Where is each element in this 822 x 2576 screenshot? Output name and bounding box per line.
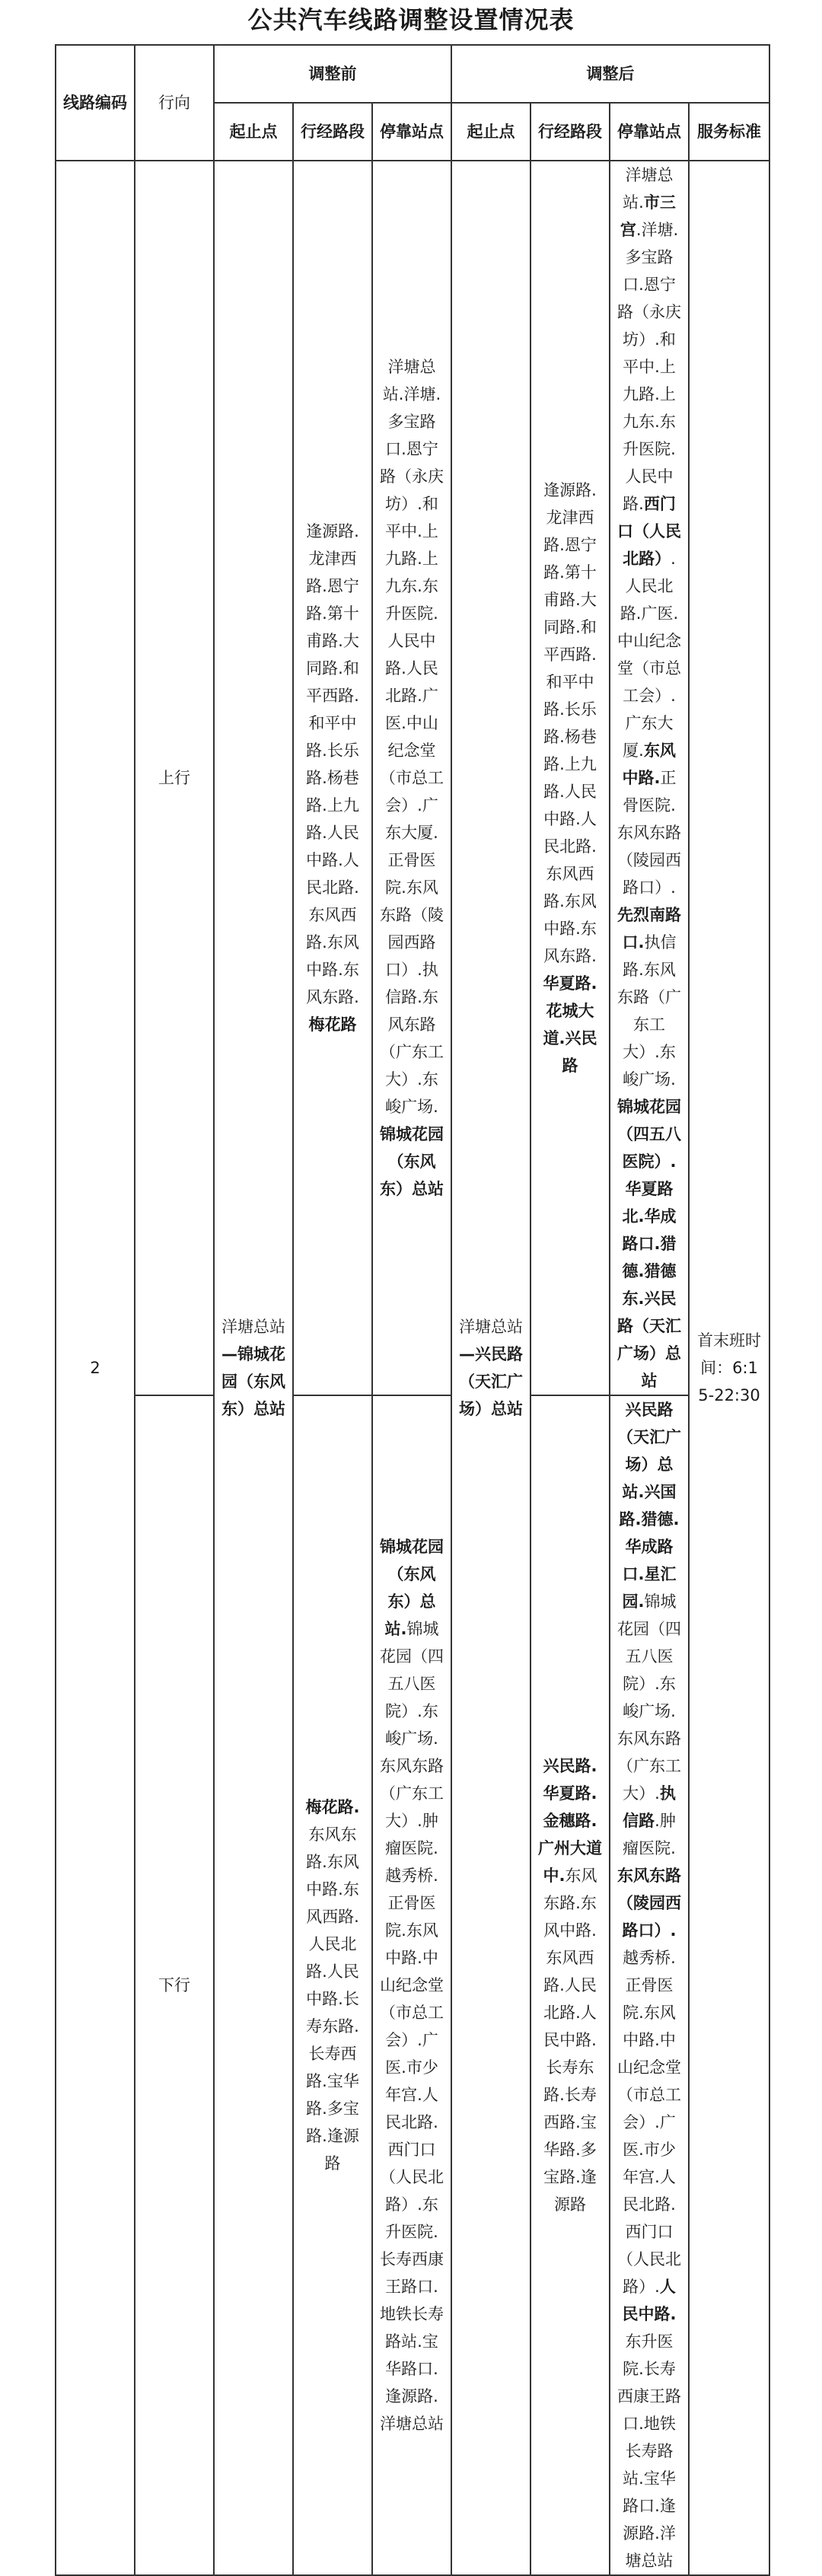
after-route-down [530,1395,610,2575]
service-standard-cell: 首末班时间：6:15-22:30 [689,161,769,2575]
text-run: 先烈南路口. [617,906,681,952]
text-run: 正骨医院.东风东路（陵园西路口）. [617,769,681,897]
text-run: 洋塘总站.洋塘.多宝路口.恩宁路（永庆坊）.和平中.上九路.上九东.东升医院.人民中路.人民北路.广医.中山纪念堂（市总工会）.广东大厦.正骨医院.东风东路（陵园西路口）.执信路.东风东路（广东工大）.东峻广场. [380,358,444,1116]
header-after-stops: 停靠站点 [610,103,689,161]
text-run: 越秀桥.正骨医院.东风中路.中山纪念堂（市总工会）.广医.市少年宫.人民北路.西门口（人民北路）. [617,1949,681,2296]
page-title: 公共汽车线路调整设置情况表 [247,5,575,34]
header-before-stops: 停靠站点 [372,103,451,161]
text-run: 梅花路. [305,1798,360,1816]
text-run: .肿瘤医院. [623,1812,676,1857]
row-up [56,161,769,1395]
text-run: 锦城花园（东风东）总站 [380,1125,444,1198]
before-stops-up [372,161,451,1395]
text-run: 东风中路. [622,741,676,787]
text-run: 兴民路（天汇广场）总站.兴国路.猎德.华成路口.星汇园. [617,1401,681,1611]
text-run: 执信路.东风东路（广东工大）.东峻广场. [617,933,681,1089]
header-after: 调整后 [451,45,769,103]
text-run: 执信路 [623,1784,676,1830]
text-run: 洋塘总站 [459,1318,523,1336]
before-stops-down [372,1395,451,2575]
after-start-end [451,161,530,2575]
text-run: 东风东路.东风中路.东风西路.人民北路.人民中路.长寿东路.长寿西路.宝华路.多宝路.逢源路 [543,1867,597,2214]
direction-up: 上行 [135,161,214,1395]
header-direction: 行向 [135,45,214,161]
header-before-start-end: 起止点 [214,103,293,161]
text-run: —锦城花园（东风东）总站 [221,1345,285,1418]
header-before: 调整前 [214,45,451,103]
text-run: 锦城花园（四五八医院）.东峻广场.东风东路（广东工大）.肿瘤医院.越秀桥.正骨医院.东风中路.中山纪念堂（市总工会）.广医.市少年宫.人民北路.西门口（人民北路）.东升医院.长寿西康王路口.地铁长寿路站.宝华路口.逢源路.洋塘总站 [380,1620,444,2433]
text-run: 市三宫 [620,193,676,239]
before-route-up [293,161,372,1395]
line-code-cell: 2 [56,161,135,2575]
text-run: —兴民路（天汇广场）总站 [459,1345,523,1418]
text-run: 逢源路.龙津西路.恩宁路.第十甫路.大同路.和平西路.和平中路.长乐路.杨巷路.上九路.人民中路.人民北路.东风西路.东风中路.东风东路. [306,522,359,1006]
before-route-down [293,1395,372,2575]
text-run: 华夏路.花城大道.兴民路 [543,974,597,1075]
text-run: 东风东路.东风中路.东风西路.人民北路.人民中路.长寿东路.长寿西路.宝华路.多宝路.逢源路 [306,1825,359,2173]
header-row-1 [56,45,769,103]
text-run: 东风东路（陵园西路口）. [617,1867,681,1940]
text-run: 人民中路. [622,2278,677,2323]
text-run: 锦城花园（东风东）总站. [380,1538,444,1638]
text-run: 东升医院.长寿西康王路口.地铁长寿路站.宝华路口.逢源路.洋塘总站 [617,2332,681,2570]
text-run: 锦城花园（四五八医院）.东峻广场.东风东路（广东工大）. [617,1592,681,1803]
before-start-end [214,161,293,2575]
text-run: .人民北路.广医.中山纪念堂（市总工会）.广东大厦. [617,550,681,760]
after-stops-up [610,161,689,1395]
after-route-up [530,161,610,1395]
header-line-code: 线路编码 [56,45,135,161]
text-run: 洋塘总站. [623,166,674,212]
route-adjustment-table [55,44,770,2576]
header-after-route-section: 行经路段 [530,103,610,161]
text-run: 兴民路.华夏路.金穗路.广州大道中. [538,1757,602,1885]
row-down [56,1395,769,2575]
text-run: 西门口（人民北路） [617,495,681,568]
text-run: 洋塘总站 [221,1318,285,1336]
text-run: 逢源路.龙津西路.恩宁路.第十甫路.大同路.和平西路.和平中路.长乐路.杨巷路.上九路.人民中路.人民北路.东风西路.东风中路.东风东路. [543,481,597,965]
header-after-start-end: 起止点 [451,103,530,161]
text-run: 梅花路 [308,1015,357,1034]
text-run: 锦城花园（四五八医院）.华夏路北.华成路口.猎德.猎德东.兴民路（天汇广场）总站 [617,1098,681,1390]
header-service-standard: 服务标准 [689,103,769,161]
direction-down: 下行 [135,1395,214,2575]
header-before-route-section: 行经路段 [293,103,372,161]
after-stops-down [610,1395,689,2575]
text-run: .洋塘.多宝路口.恩宁路（永庆坊）.和平中.上九路.上九东.东升医院.人民中路. [617,221,681,513]
